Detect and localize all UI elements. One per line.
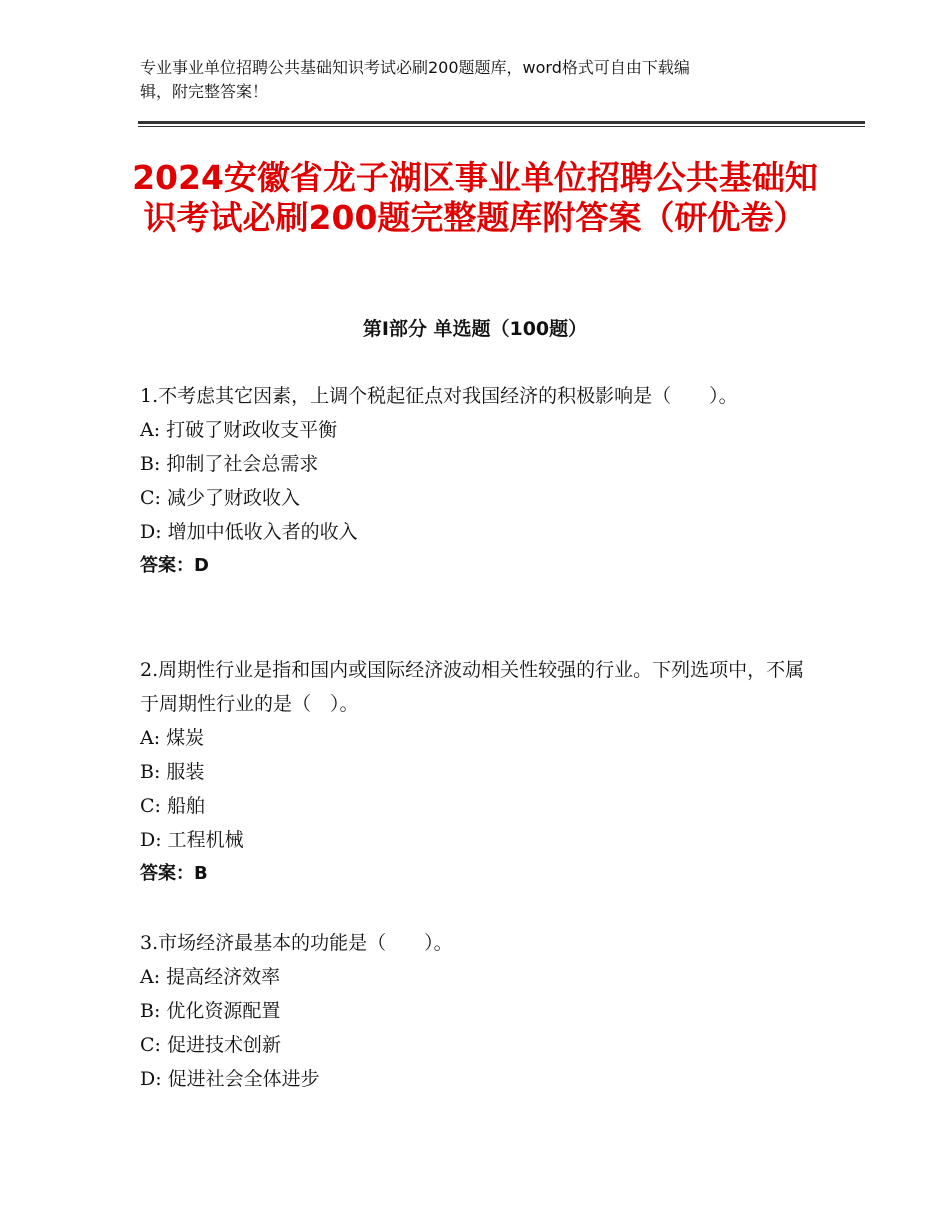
- option-letter: A:: [140, 966, 161, 988]
- option-letter: D:: [140, 521, 162, 543]
- option-text: 促进社会全体进步: [167, 1068, 320, 1090]
- option-b: [140, 447, 820, 481]
- option-letter: C:: [140, 487, 161, 509]
- option-letter: C:: [140, 1034, 161, 1056]
- question-stem: 3.市场经济最基本的功能是（ ）。: [140, 932, 453, 954]
- option-d: [140, 515, 820, 549]
- option-b: [140, 994, 820, 1028]
- header-divider-thick: [138, 121, 865, 124]
- option-text: 增加中低收入者的收入: [167, 521, 358, 543]
- option-c: [140, 1028, 820, 1062]
- answer-key: 答案：B: [140, 863, 208, 884]
- option-text: 抑制了社会总需求: [166, 453, 319, 475]
- option-c: [140, 789, 820, 823]
- question-stem: 1.不考虑其它因素，上调个税起征点对我国经济的积极影响是（ ）。: [140, 385, 738, 407]
- option-letter: D:: [140, 1068, 162, 1090]
- header-divider-thin: [138, 126, 865, 127]
- question-stem: 2.周期性行业是指和国内或国际经济波动相关性较强的行业。下列选项中，不属于周期性行业的是（ ）。: [140, 659, 805, 715]
- option-text: 船舶: [166, 795, 205, 817]
- option-b: [140, 755, 820, 789]
- option-letter: B:: [140, 453, 161, 475]
- header-note: [140, 56, 800, 104]
- option-text: 煤炭: [166, 727, 205, 749]
- option-text: 优化资源配置: [166, 1000, 281, 1022]
- question-3: [140, 926, 820, 1096]
- option-c: [140, 481, 820, 515]
- option-letter: B:: [140, 761, 161, 783]
- answer-key: 答案：D: [140, 555, 209, 576]
- option-letter: C:: [140, 795, 161, 817]
- header-note-line-1: 专业事业单位招聘公共基础知识考试必刷200题题库，word格式可自由下载编: [140, 58, 690, 77]
- option-letter: A:: [140, 727, 161, 749]
- question-1: [140, 379, 820, 583]
- option-text: 打破了财政收支平衡: [166, 419, 338, 441]
- option-text: 减少了财政收入: [166, 487, 300, 509]
- document-title: 2024安徽省龙子湖区事业单位招聘公共基础知识考试必刷200题完整题库附答案（研优卷）: [132, 158, 818, 237]
- option-letter: A:: [140, 419, 161, 441]
- option-text: 提高经济效率: [166, 966, 281, 988]
- option-text: 促进技术创新: [166, 1034, 281, 1056]
- option-d: [140, 1062, 820, 1096]
- question-2: [140, 653, 820, 891]
- option-a: [140, 413, 820, 447]
- option-text: 服装: [166, 761, 205, 783]
- option-text: 工程机械: [167, 829, 244, 851]
- option-a: [140, 721, 820, 755]
- option-a: [140, 960, 820, 994]
- header-note-line-2: 辑，附完整答案！: [140, 82, 269, 101]
- option-letter: B:: [140, 1000, 161, 1022]
- option-letter: D:: [140, 829, 162, 851]
- option-d: [140, 823, 820, 857]
- section-heading: 第Ⅰ部分 单选题（100题）: [362, 318, 588, 340]
